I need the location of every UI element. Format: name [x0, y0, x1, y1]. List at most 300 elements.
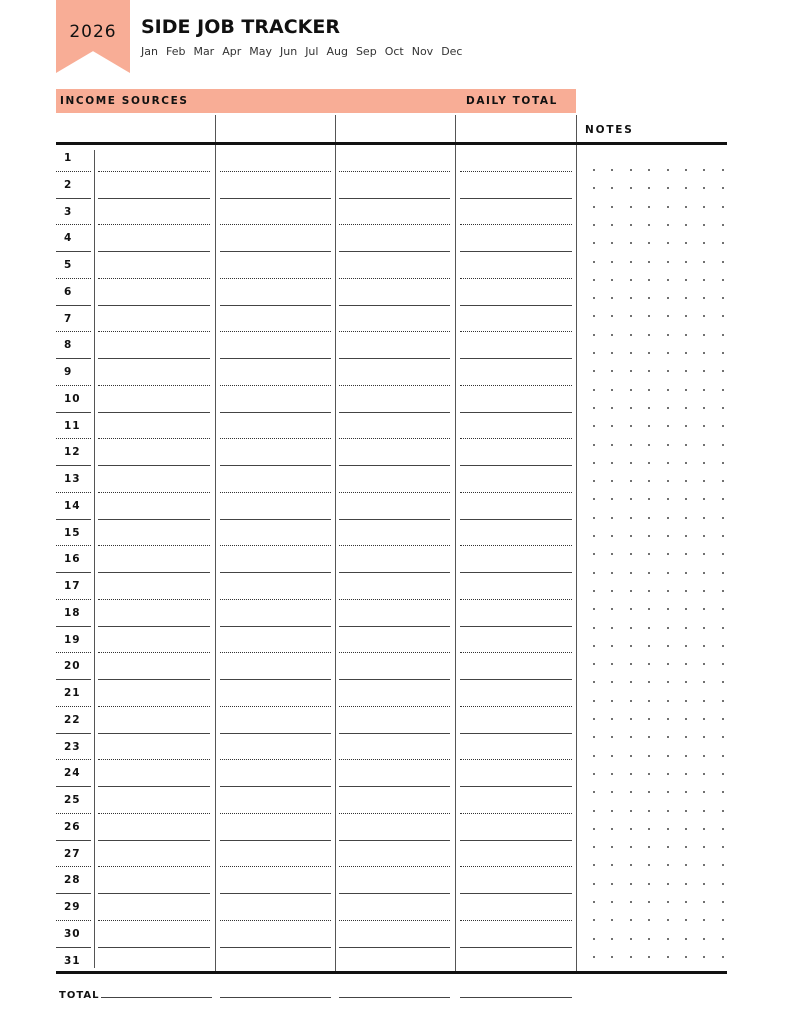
entry-line-source-2[interactable]: [220, 733, 331, 734]
entry-line-daily-total[interactable]: [460, 465, 572, 466]
month-mar[interactable]: Mar: [193, 45, 215, 58]
day-number: 27: [64, 847, 81, 860]
row-separator: [56, 171, 91, 172]
entry-line-source-1[interactable]: [98, 572, 210, 573]
note-dot: [722, 498, 724, 500]
entry-line-source-1[interactable]: [98, 626, 210, 627]
month-aug[interactable]: Aug: [326, 45, 348, 58]
entry-line-source-1[interactable]: [98, 171, 210, 172]
entry-line-source-3[interactable]: [339, 438, 450, 439]
note-dot: [685, 828, 687, 830]
entry-line-source-1[interactable]: [98, 305, 210, 306]
entry-line-source-2[interactable]: [220, 652, 331, 653]
entry-line-source-1[interactable]: [98, 947, 210, 948]
entry-line-daily-total[interactable]: [460, 331, 572, 332]
entry-line-source-1[interactable]: [98, 278, 210, 279]
note-dot: [648, 261, 650, 263]
entry-line-source-2[interactable]: [220, 679, 331, 680]
entry-line-source-1[interactable]: [98, 679, 210, 680]
note-dot: [648, 956, 650, 958]
entry-line-source-2[interactable]: [220, 706, 331, 707]
entry-line-source-3[interactable]: [339, 385, 450, 386]
note-dot: [703, 627, 705, 629]
entry-line-source-1[interactable]: [98, 545, 210, 546]
note-dot: [703, 773, 705, 775]
entry-line-source-3[interactable]: [339, 545, 450, 546]
entry-line-daily-total[interactable]: [460, 786, 572, 787]
note-dot: [611, 535, 613, 537]
entry-line-source-3[interactable]: [339, 866, 450, 867]
day-number: 28: [64, 874, 81, 887]
entry-line-source-1[interactable]: [98, 385, 210, 386]
note-dot: [611, 517, 613, 519]
entry-line-source-3[interactable]: [339, 251, 450, 252]
note-dot: [593, 352, 595, 354]
entry-line-source-2[interactable]: [220, 813, 331, 814]
entry-line-daily-total[interactable]: [460, 813, 572, 814]
note-dot: [685, 535, 687, 537]
note-dot: [703, 645, 705, 647]
note-dot: [648, 297, 650, 299]
entry-line-source-3[interactable]: [339, 599, 450, 600]
entry-line-source-1[interactable]: [98, 706, 210, 707]
entry-line-daily-total[interactable]: [460, 358, 572, 359]
entry-line-source-2[interactable]: [220, 278, 331, 279]
month-oct[interactable]: Oct: [384, 45, 404, 58]
entry-line-source-3[interactable]: [339, 733, 450, 734]
entry-line-source-2[interactable]: [220, 251, 331, 252]
note-dot: [667, 206, 669, 208]
day-number: 2: [64, 178, 73, 191]
entry-line-source-2[interactable]: [220, 465, 331, 466]
entry-line-daily-total[interactable]: [460, 706, 572, 707]
day-number: 11: [64, 419, 81, 432]
note-dot: [611, 206, 613, 208]
note-dot: [667, 535, 669, 537]
note-dot: [593, 169, 595, 171]
note-dot: [648, 919, 650, 921]
note-dot: [667, 261, 669, 263]
month-may[interactable]: May: [249, 45, 272, 58]
note-dot: [630, 938, 632, 940]
note-dot: [685, 645, 687, 647]
row-separator: [56, 840, 91, 841]
entry-line-source-1[interactable]: [98, 840, 210, 841]
entry-line-source-2[interactable]: [220, 572, 331, 573]
entry-line-daily-total[interactable]: [460, 251, 572, 252]
entry-line-daily-total[interactable]: [460, 519, 572, 520]
note-dot: [611, 919, 613, 921]
entry-line-source-1[interactable]: [98, 358, 210, 359]
entry-line-daily-total[interactable]: [460, 679, 572, 680]
day-number: 3: [64, 205, 73, 218]
note-dot: [593, 755, 595, 757]
entry-line-source-3[interactable]: [339, 198, 450, 199]
note-dot: [685, 718, 687, 720]
note-dot: [593, 700, 595, 702]
note-dot: [648, 791, 650, 793]
day-number: 4: [64, 232, 73, 245]
note-dot: [611, 681, 613, 683]
month-sep[interactable]: Sep: [355, 45, 377, 58]
note-dot: [722, 645, 724, 647]
note-dot: [667, 901, 669, 903]
entry-line-source-3[interactable]: [339, 920, 450, 921]
note-dot: [667, 846, 669, 848]
note-dot: [630, 572, 632, 574]
note-dot: [685, 608, 687, 610]
entry-line-source-3[interactable]: [339, 572, 450, 573]
month-jun[interactable]: Jun: [280, 45, 298, 58]
note-dot: [685, 279, 687, 281]
note-dot: [630, 736, 632, 738]
column-divider: [576, 115, 577, 973]
note-dot: [722, 297, 724, 299]
month-jan[interactable]: Jan: [141, 45, 158, 58]
note-dot: [722, 334, 724, 336]
total-label: TOTAL: [59, 990, 100, 1001]
entry-line-source-1[interactable]: [98, 224, 210, 225]
entry-line-daily-total[interactable]: [460, 545, 572, 546]
note-dot: [703, 755, 705, 757]
entry-line-daily-total[interactable]: [460, 652, 572, 653]
note-dot: [648, 370, 650, 372]
entry-line-source-1[interactable]: [98, 331, 210, 332]
note-dot: [648, 773, 650, 775]
entry-line-daily-total[interactable]: [460, 171, 572, 172]
row-separator: [56, 545, 91, 546]
row-separator: [56, 492, 91, 493]
note-dot: [703, 590, 705, 592]
entry-line-daily-total[interactable]: [460, 599, 572, 600]
page-title: SIDE JOB TRACKER: [141, 16, 341, 38]
note-dot: [667, 407, 669, 409]
entry-line-daily-total[interactable]: [460, 198, 572, 199]
note-dot: [611, 755, 613, 757]
entry-line-source-3[interactable]: [339, 331, 450, 332]
note-dot: [630, 901, 632, 903]
entry-line-source-3[interactable]: [339, 786, 450, 787]
note-dot: [703, 681, 705, 683]
day-number: 19: [64, 633, 81, 646]
entry-line-source-3[interactable]: [339, 652, 450, 653]
entry-line-source-2[interactable]: [220, 305, 331, 306]
entry-line-source-1[interactable]: [98, 652, 210, 653]
entry-line-source-3[interactable]: [339, 759, 450, 760]
note-dot: [593, 864, 595, 866]
note-dot: [703, 498, 705, 500]
note-dot: [667, 791, 669, 793]
note-dot: [648, 608, 650, 610]
note-dot: [630, 919, 632, 921]
note-dot: [685, 901, 687, 903]
note-dot: [667, 315, 669, 317]
day-number: 5: [64, 259, 73, 271]
note-dot: [611, 224, 613, 226]
note-dot: [611, 370, 613, 372]
entry-line-source-3[interactable]: [339, 492, 450, 493]
entry-line-source-2[interactable]: [220, 198, 331, 199]
note-dot: [722, 444, 724, 446]
entry-line-source-3[interactable]: [339, 947, 450, 948]
entry-line-source-1[interactable]: [98, 920, 210, 921]
total-field-4[interactable]: [460, 997, 572, 998]
entry-line-source-1[interactable]: [98, 251, 210, 252]
note-dot: [611, 352, 613, 354]
entry-line-source-3[interactable]: [339, 278, 450, 279]
entry-line-daily-total[interactable]: [460, 438, 572, 439]
entry-line-source-3[interactable]: [339, 412, 450, 413]
entry-line-daily-total[interactable]: [460, 893, 572, 894]
note-dot: [593, 553, 595, 555]
month-feb[interactable]: Feb: [165, 45, 186, 58]
note-dot: [667, 352, 669, 354]
entry-line-source-3[interactable]: [339, 679, 450, 680]
note-dot: [630, 462, 632, 464]
note-dot: [667, 462, 669, 464]
entry-line-source-3[interactable]: [339, 171, 450, 172]
note-dot: [667, 700, 669, 702]
entry-line-source-3[interactable]: [339, 224, 450, 225]
entry-line-source-2[interactable]: [220, 786, 331, 787]
note-dot: [667, 370, 669, 372]
entry-line-source-2[interactable]: [220, 840, 331, 841]
note-dot: [703, 700, 705, 702]
note-dot: [703, 535, 705, 537]
note-dot: [593, 828, 595, 830]
year-label: 2026: [69, 22, 117, 42]
note-dot: [611, 627, 613, 629]
note-dot: [611, 791, 613, 793]
entry-line-source-1[interactable]: [98, 438, 210, 439]
note-dot: [611, 700, 613, 702]
note-dot: [722, 590, 724, 592]
note-dot: [667, 572, 669, 574]
note-dot: [667, 498, 669, 500]
note-dot: [648, 389, 650, 391]
note-dot: [648, 498, 650, 500]
note-dot: [648, 645, 650, 647]
note-dot: [630, 535, 632, 537]
entry-line-daily-total[interactable]: [460, 305, 572, 306]
entry-line-source-2[interactable]: [220, 519, 331, 520]
row-separator: [56, 224, 91, 225]
entry-line-source-1[interactable]: [98, 759, 210, 760]
total-field-3[interactable]: [339, 997, 450, 998]
note-dot: [630, 169, 632, 171]
entry-line-source-2[interactable]: [220, 492, 331, 493]
entry-line-source-2[interactable]: [220, 385, 331, 386]
entry-line-source-3[interactable]: [339, 358, 450, 359]
note-dot: [648, 444, 650, 446]
month-dec[interactable]: Dec: [441, 45, 463, 58]
row-separator: [56, 519, 91, 520]
entry-line-daily-total[interactable]: [460, 920, 572, 921]
note-dot: [648, 846, 650, 848]
entry-line-source-3[interactable]: [339, 813, 450, 814]
note-dot: [611, 736, 613, 738]
note-dot: [648, 736, 650, 738]
entry-line-source-2[interactable]: [220, 920, 331, 921]
entry-line-source-1[interactable]: [98, 198, 210, 199]
note-dot: [703, 352, 705, 354]
note-dot: [648, 315, 650, 317]
note-dot: [685, 791, 687, 793]
entry-line-source-3[interactable]: [339, 626, 450, 627]
entry-line-daily-total[interactable]: [460, 947, 572, 948]
entry-line-source-2[interactable]: [220, 866, 331, 867]
note-dot: [667, 828, 669, 830]
entry-line-source-2[interactable]: [220, 626, 331, 627]
note-dot: [648, 279, 650, 281]
note-dot: [630, 315, 632, 317]
note-dot: [722, 627, 724, 629]
entry-line-source-2[interactable]: [220, 224, 331, 225]
note-dot: [630, 590, 632, 592]
entry-line-source-1[interactable]: [98, 813, 210, 814]
entry-line-daily-total[interactable]: [460, 733, 572, 734]
entry-line-source-3[interactable]: [339, 706, 450, 707]
entry-line-source-2[interactable]: [220, 759, 331, 760]
entry-line-source-3[interactable]: [339, 305, 450, 306]
entry-line-daily-total[interactable]: [460, 759, 572, 760]
entry-line-source-2[interactable]: [220, 545, 331, 546]
entry-line-source-1[interactable]: [98, 412, 210, 413]
entry-line-source-2[interactable]: [220, 331, 331, 332]
note-dot: [722, 608, 724, 610]
note-dot: [703, 169, 705, 171]
day-number: 24: [64, 767, 81, 780]
note-dot: [611, 901, 613, 903]
note-dot: [703, 864, 705, 866]
total-field-2[interactable]: [220, 997, 331, 998]
note-dot: [685, 297, 687, 299]
note-dot: [667, 590, 669, 592]
row-separator: [56, 652, 91, 653]
day-number: 23: [64, 740, 81, 753]
note-dot: [593, 535, 595, 537]
note-dot: [593, 480, 595, 482]
entry-line-daily-total[interactable]: [460, 840, 572, 841]
entry-line-source-1[interactable]: [98, 492, 210, 493]
day-divider: [94, 150, 95, 968]
entry-line-source-3[interactable]: [339, 519, 450, 520]
income-sources-label: INCOME SOURCES: [60, 95, 189, 107]
entry-line-source-3[interactable]: [339, 840, 450, 841]
note-dot: [593, 206, 595, 208]
month-jul[interactable]: Jul: [305, 45, 319, 58]
note-dot: [722, 407, 724, 409]
note-dot: [630, 444, 632, 446]
entry-line-source-1[interactable]: [98, 465, 210, 466]
note-dot: [685, 187, 687, 189]
note-dot: [722, 938, 724, 940]
note-dot: [630, 480, 632, 482]
note-dot: [722, 462, 724, 464]
note-dot: [611, 407, 613, 409]
note-dot: [611, 462, 613, 464]
entry-line-daily-total[interactable]: [460, 492, 572, 493]
note-dot: [648, 517, 650, 519]
entry-line-source-2[interactable]: [220, 893, 331, 894]
entry-line-source-1[interactable]: [98, 866, 210, 867]
entry-line-source-3[interactable]: [339, 465, 450, 466]
row-separator: [56, 866, 91, 867]
row-separator: [56, 759, 91, 760]
entry-line-source-3[interactable]: [339, 893, 450, 894]
note-dot: [611, 572, 613, 574]
row-separator: [56, 786, 91, 787]
note-dot: [722, 864, 724, 866]
entry-line-source-1[interactable]: [98, 733, 210, 734]
note-dot: [648, 187, 650, 189]
note-dot: [722, 169, 724, 171]
note-dot: [611, 315, 613, 317]
column-divider: [215, 115, 216, 973]
entry-line-daily-total[interactable]: [460, 278, 572, 279]
month-apr[interactable]: Apr: [222, 45, 242, 58]
note-dot: [593, 389, 595, 391]
note-dot: [722, 700, 724, 702]
entry-line-source-1[interactable]: [98, 519, 210, 520]
entry-line-daily-total[interactable]: [460, 412, 572, 413]
entry-line-source-1[interactable]: [98, 786, 210, 787]
note-dot: [722, 755, 724, 757]
note-dot: [630, 352, 632, 354]
entry-line-source-2[interactable]: [220, 358, 331, 359]
entry-line-source-2[interactable]: [220, 599, 331, 600]
column-divider: [335, 115, 336, 973]
note-dot: [685, 938, 687, 940]
note-dot: [630, 553, 632, 555]
day-number: 29: [64, 901, 81, 913]
note-dot: [722, 389, 724, 391]
entry-line-source-1[interactable]: [98, 599, 210, 600]
note-dot: [648, 242, 650, 244]
day-number: 25: [64, 794, 81, 806]
day-number: 14: [64, 499, 81, 512]
entry-line-source-2[interactable]: [220, 438, 331, 439]
note-dot: [593, 590, 595, 592]
note-dot: [630, 700, 632, 702]
total-field-1[interactable]: [101, 997, 212, 998]
entry-line-daily-total[interactable]: [460, 572, 572, 573]
note-dot: [611, 444, 613, 446]
month-nov[interactable]: Nov: [411, 45, 434, 58]
note-dot: [648, 718, 650, 720]
entry-line-daily-total[interactable]: [460, 224, 572, 225]
note-dot: [703, 736, 705, 738]
note-dot: [593, 919, 595, 921]
note-dot: [685, 261, 687, 263]
note-dot: [630, 297, 632, 299]
note-dot: [685, 498, 687, 500]
entry-line-source-2[interactable]: [220, 412, 331, 413]
entry-line-daily-total[interactable]: [460, 866, 572, 867]
note-dot: [703, 938, 705, 940]
note-dot: [648, 224, 650, 226]
entry-line-source-1[interactable]: [98, 893, 210, 894]
entry-line-source-2[interactable]: [220, 171, 331, 172]
note-dot: [648, 169, 650, 171]
note-dot: [722, 956, 724, 958]
note-dot: [667, 279, 669, 281]
note-dot: [630, 681, 632, 683]
entry-line-daily-total[interactable]: [460, 626, 572, 627]
entry-line-source-2[interactable]: [220, 947, 331, 948]
entry-line-daily-total[interactable]: [460, 385, 572, 386]
note-dot: [593, 938, 595, 940]
